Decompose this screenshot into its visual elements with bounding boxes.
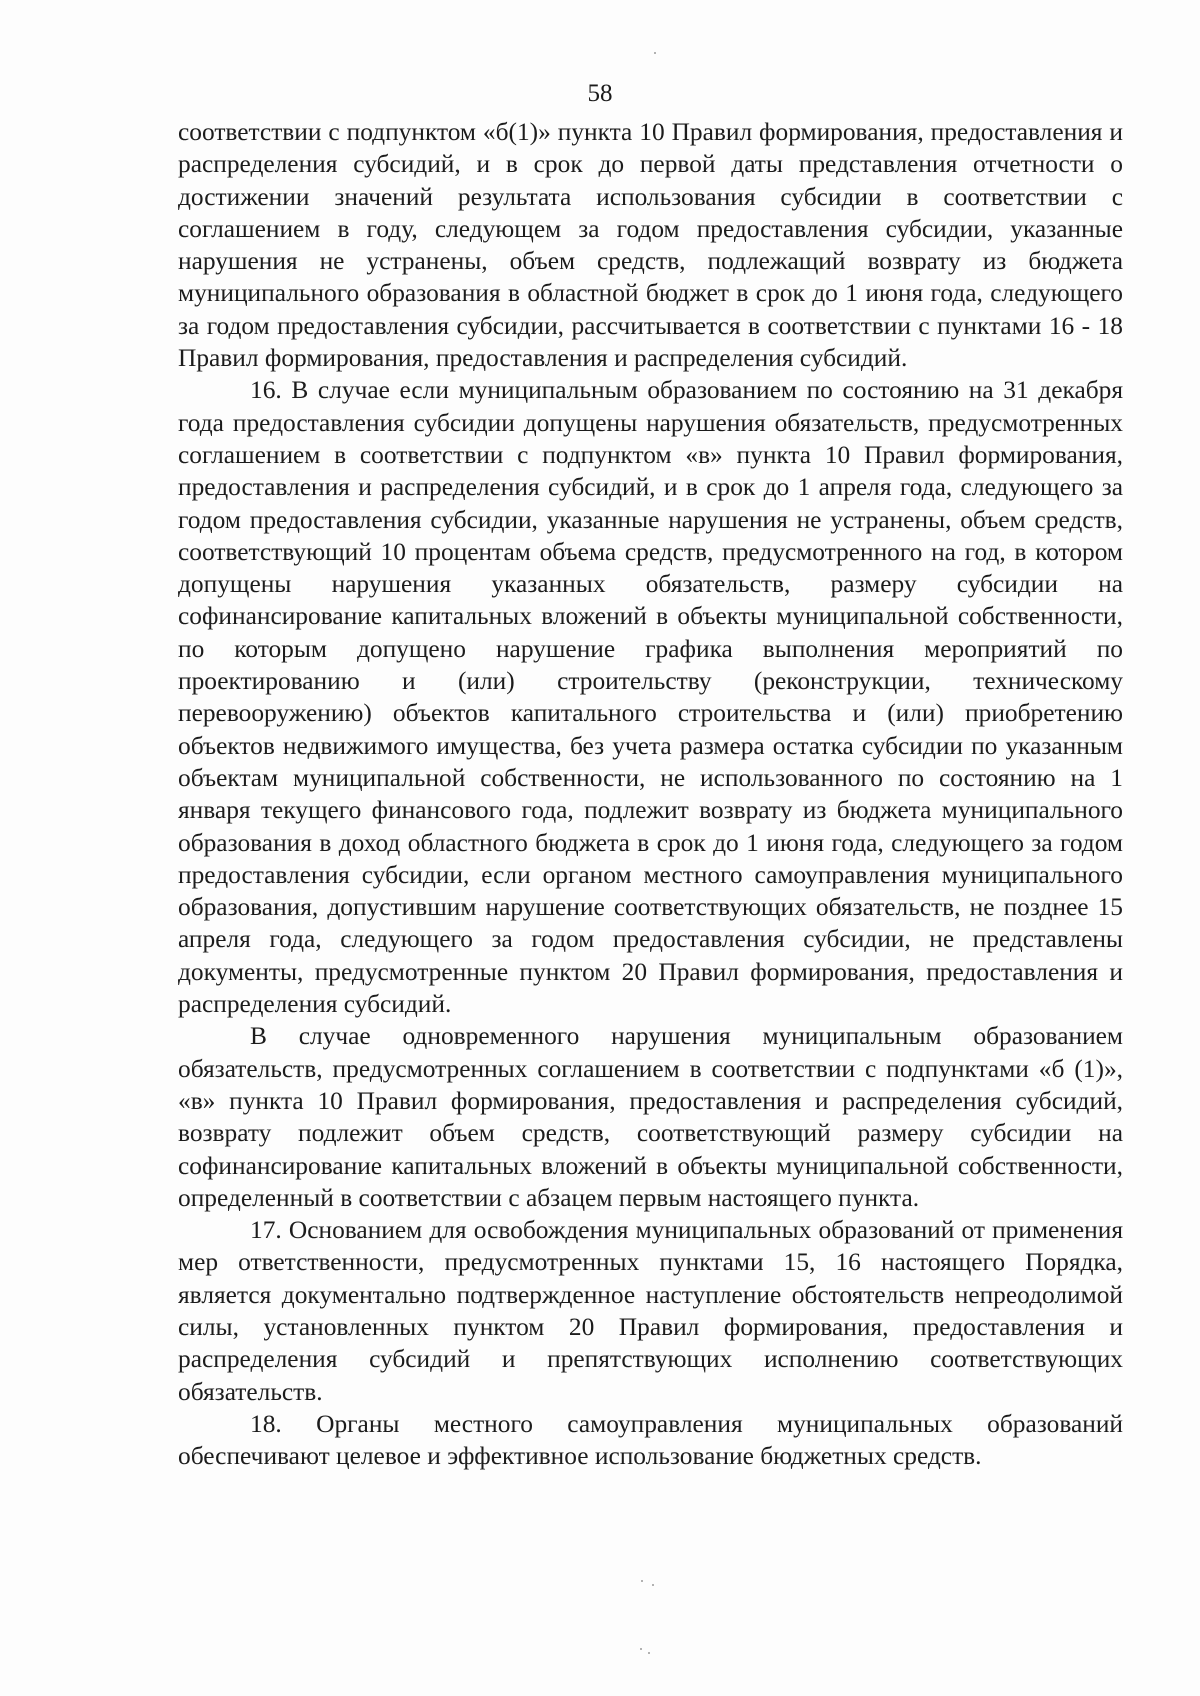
scan-speck	[652, 1584, 654, 1586]
scan-speck	[640, 1648, 642, 1650]
scan-speck	[654, 52, 656, 54]
paragraph-item-17: 17. Основанием для освобождения муниципальных образований от применения мер ответственности, предусмотренных пунктами 15, 16 настоящего Порядка, является документально подтвержденное наступление обстоятельств непреодолимой силы, установленных пунктом 20 Правил формирования, предоставления и распределения субсидий и препятствующих исполнению соответствующих обязательств.	[178, 1216, 1123, 1406]
page-number: 58	[587, 80, 613, 107]
scan-speck	[641, 1580, 643, 1582]
paragraph-item-18: 18. Органы местного самоуправления муниципальных образований обеспечивают целевое и эффективное использование бюджетных средств.	[178, 1409, 1123, 1471]
paragraph-simultaneous-violation: В случае одновременного нарушения муниципальным образованием обязательств, предусмотренных соглашением в соответствии с подпунктами «б (1)», «в» пункта 10 Правил формирования, предоставления и распределения субсидий, возврату подлежит объем средств, соответствующий размеру субсидии на софинансирование капитальных вложений в объекты муниципальной собственности, определенный в соответствии с абзацем первым настоящего пункта.	[178, 1022, 1123, 1212]
scan-speck	[648, 1652, 650, 1654]
document-body	[178, 116, 1123, 1472]
paragraph-continuation: соответствии с подпунктом «б(1)» пункта 10 Правил формирования, предоставления и распределения субсидий, и в срок до первой даты представления отчетности о достижении значений результата использования субсидии в соответствии с соглашением в году, следующем за годом предоставления субсидии, указанные нарушения не устранены, объем средств, подлежащий возврату из бюджета муниципального образования в областной бюджет в срок до 1 июня года, следующего за годом предоставления субсидии, рассчитывается в соответствии с пунктами 16 - 18 Правил формирования, предоставления и распределения субсидий.	[178, 118, 1123, 373]
paragraph-item-16: 16. В случае если муниципальным образованием по состоянию на 31 декабря года предоставления субсидии допущены нарушения обязательств, предусмотренных соглашением в соответствии с подпунктом «в» пункта 10 Правил формирования, предоставления и распределения субсидий, и в срок до 1 апреля года, следующего за годом предоставления субсидии, указанные нарушения не устранены, объем средств, соответствующий 10 процентам объема средств, предусмотренного на год, в котором допущены нарушения указанных обязательств, размеру субсидии на софинансирование капитальных вложений в объекты муниципальной собственности, по которым допущено нарушение графика выполнения мероприятий по проектированию и (или) строительству (реконструкции, техническому перевооружению) объектов капитального строительства и (или) приобретению объектов недвижимого имущества, без учета размера остатка субсидии по указанным объектам муниципальной собственности, не использованного по состоянию на 1 января текущего финансового года, подлежит возврату из бюджета муниципального образования в доход областного бюджета в срок до 1 июня года, следующего за годом предоставления субсидии, если органом местного самоуправления муниципального образования, допустившим нарушение соответствующих обязательств, не позднее 15 апреля года, следующего за годом предоставления субсидии, не представлены документы, предусмотренные пунктом 20 Правил формирования, предоставления и распределения субсидий.	[178, 376, 1123, 1019]
